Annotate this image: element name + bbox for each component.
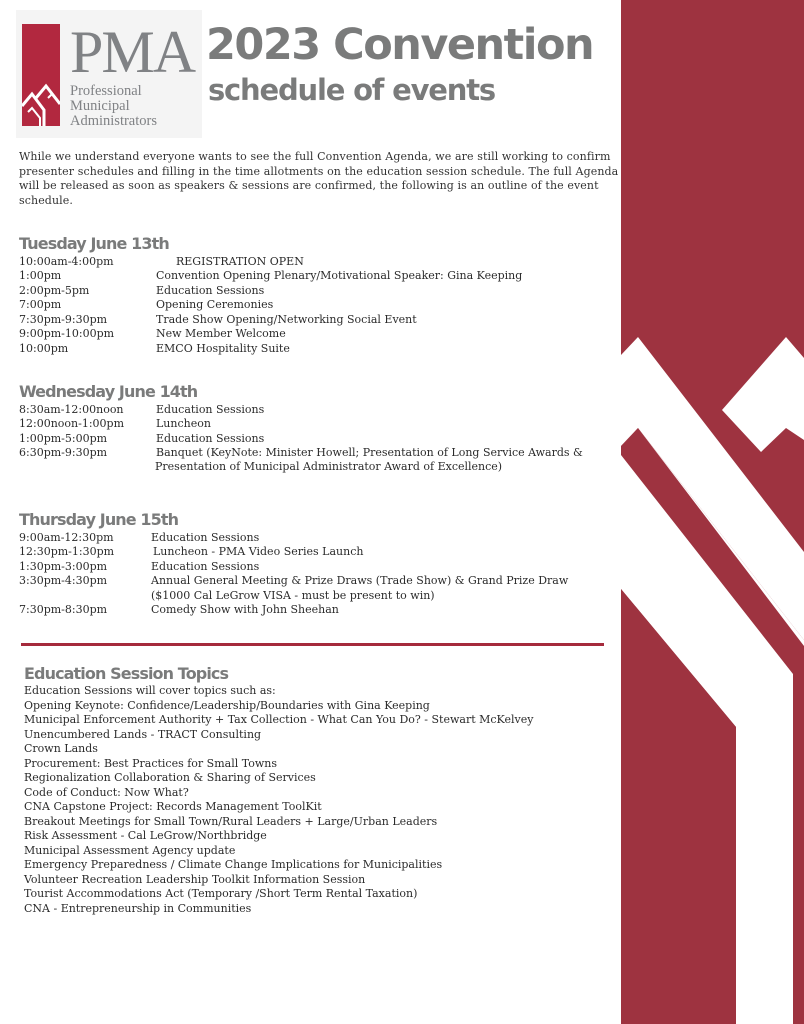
event-time: 8:30am-12:00noon: [19, 403, 124, 416]
event-title: Opening Ceremonies: [156, 298, 274, 311]
logo-red-bar: [22, 24, 60, 126]
logo-line: Municipal: [70, 98, 130, 114]
topic-item: Crown Lands: [24, 742, 98, 755]
logo-full-name: [70, 84, 157, 129]
topic-item: Unencumbered Lands - TRACT Consulting: [24, 727, 262, 741]
event-title-continued: Presentation of Municipal Administrator Award of Excellence): [155, 460, 503, 473]
day-heading-tuesday: Tuesday June 13th: [19, 234, 169, 253]
topic-item: Breakout Meetings for Small Town/Rural Leaders + Large/Urban Leaders: [24, 814, 438, 828]
topics-list: [24, 684, 533, 916]
topic-item: Procurement: Best Practices for Small Towns: [24, 756, 277, 770]
event-time: 3:30pm-4:30pm: [19, 574, 108, 587]
topic-item: Opening Keynote: Confidence/Leadership/Boundaries with Gina Keeping: [24, 698, 430, 712]
event-title: EMCO Hospitality Suite: [156, 342, 290, 355]
white-stripe-vertical: [621, 428, 804, 1024]
red-band-middle: [621, 428, 804, 674]
event-title: Education Sessions: [156, 432, 265, 445]
event-time: 12:00noon-1:00pm: [19, 417, 125, 430]
event-title: New Member Welcome: [156, 327, 286, 340]
page-subtitle: schedule of events: [208, 73, 495, 107]
topic-item: Volunteer Recreation Leadership Toolkit Information Session: [24, 872, 366, 886]
pma-logo: [16, 10, 202, 138]
event-time: 1:00pm-5:00pm: [19, 432, 108, 445]
day-heading-wednesday: Wednesday June 14th: [19, 382, 198, 401]
logo-line: Professional: [70, 83, 142, 99]
topic-item: Code of Conduct: Now What?: [24, 785, 189, 799]
event-title: Education Sessions: [151, 560, 260, 573]
logo-acronym: PMA: [70, 19, 195, 85]
event-time: 7:30pm-9:30pm: [19, 313, 108, 326]
logo-mountain-icon: [22, 24, 60, 126]
section-divider: [21, 643, 604, 646]
event-time: 2:00pm-5pm: [19, 284, 90, 297]
white-peak-right: [722, 337, 804, 452]
event-title: Education Sessions: [151, 531, 260, 544]
event-time: 1:00pm: [19, 269, 62, 282]
topic-item: Regionalization Collaboration & Sharing of Services: [24, 771, 316, 784]
topic-item: CNA Capstone Project: Records Management ToolKit: [24, 800, 322, 813]
topic-item: CNA - Entrepreneurship in Communities: [24, 901, 252, 915]
event-title: Luncheon - PMA Video Series Launch: [153, 545, 364, 558]
event-time: 9:00am-12:30pm: [19, 531, 114, 544]
event-title: Education Sessions: [156, 403, 265, 416]
topic-item: Municipal Enforcement Authority + Tax Collection - What Can You Do? - Stewart McKelvey: [24, 713, 534, 726]
page-title: 2023 Convention: [206, 20, 594, 70]
topics-heading: Education Session Topics: [24, 664, 229, 683]
event-title: Education Sessions: [156, 284, 265, 297]
topic-item: Municipal Assessment Agency update: [24, 843, 236, 857]
event-time: 7:00pm: [19, 298, 62, 311]
event-title: Banquet (KeyNote: Minister Howell; Presentation of Long Service Awards &: [156, 446, 583, 459]
event-title: Convention Opening Plenary/Motivational Speaker: Gina Keeping: [156, 269, 523, 282]
day-heading-thursday: Thursday June 15th: [19, 510, 179, 529]
topic-item: Risk Assessment - Cal LeGrow/Northbridge: [24, 829, 267, 842]
event-time: 9:00pm-10:00pm: [19, 327, 115, 340]
event-time: 10:00pm: [19, 342, 69, 355]
event-time: 6:30pm-9:30pm: [19, 446, 108, 459]
event-time: 10:00am-4:00pm: [19, 255, 114, 268]
topics-intro: Education Sessions will cover topics such as:: [24, 684, 276, 697]
event-title: Annual General Meeting & Prize Draws (Trade Show) & Grand Prize Draw: [151, 574, 569, 587]
topic-item: Tourist Accommodations Act (Temporary /Short Term Rental Taxation): [24, 887, 418, 900]
logo-line: Administrators: [70, 113, 157, 129]
topic-item: Emergency Preparedness / Climate Change Implications for Municipalities: [24, 858, 443, 871]
event-title: REGISTRATION OPEN: [176, 255, 304, 268]
event-time: 1:30pm-3:00pm: [19, 560, 108, 573]
event-time: 7:30pm-8:30pm: [19, 603, 108, 616]
event-title: Luncheon: [156, 417, 211, 430]
event-time: 12:30pm-1:30pm: [19, 545, 115, 558]
intro-paragraph: While we understand everyone wants to see the full Convention Agenda, we are still working to confirm presenter schedules and filling in the time allotments on the education session schedule. The full Agenda will be released as soon as speakers & sessions are confirmed, the following is an outline of the event schedule.: [19, 150, 619, 207]
event-title-continued: ($1000 Cal LeGrow VISA - must be present to win): [151, 589, 435, 602]
red-panel-background: [621, 0, 804, 1024]
event-title: Trade Show Opening/Networking Social Event: [156, 313, 417, 326]
red-band-lower-left: [621, 589, 736, 1024]
event-title: Comedy Show with John Sheehan: [151, 603, 339, 616]
white-chevron-left-upper: [621, 337, 804, 640]
